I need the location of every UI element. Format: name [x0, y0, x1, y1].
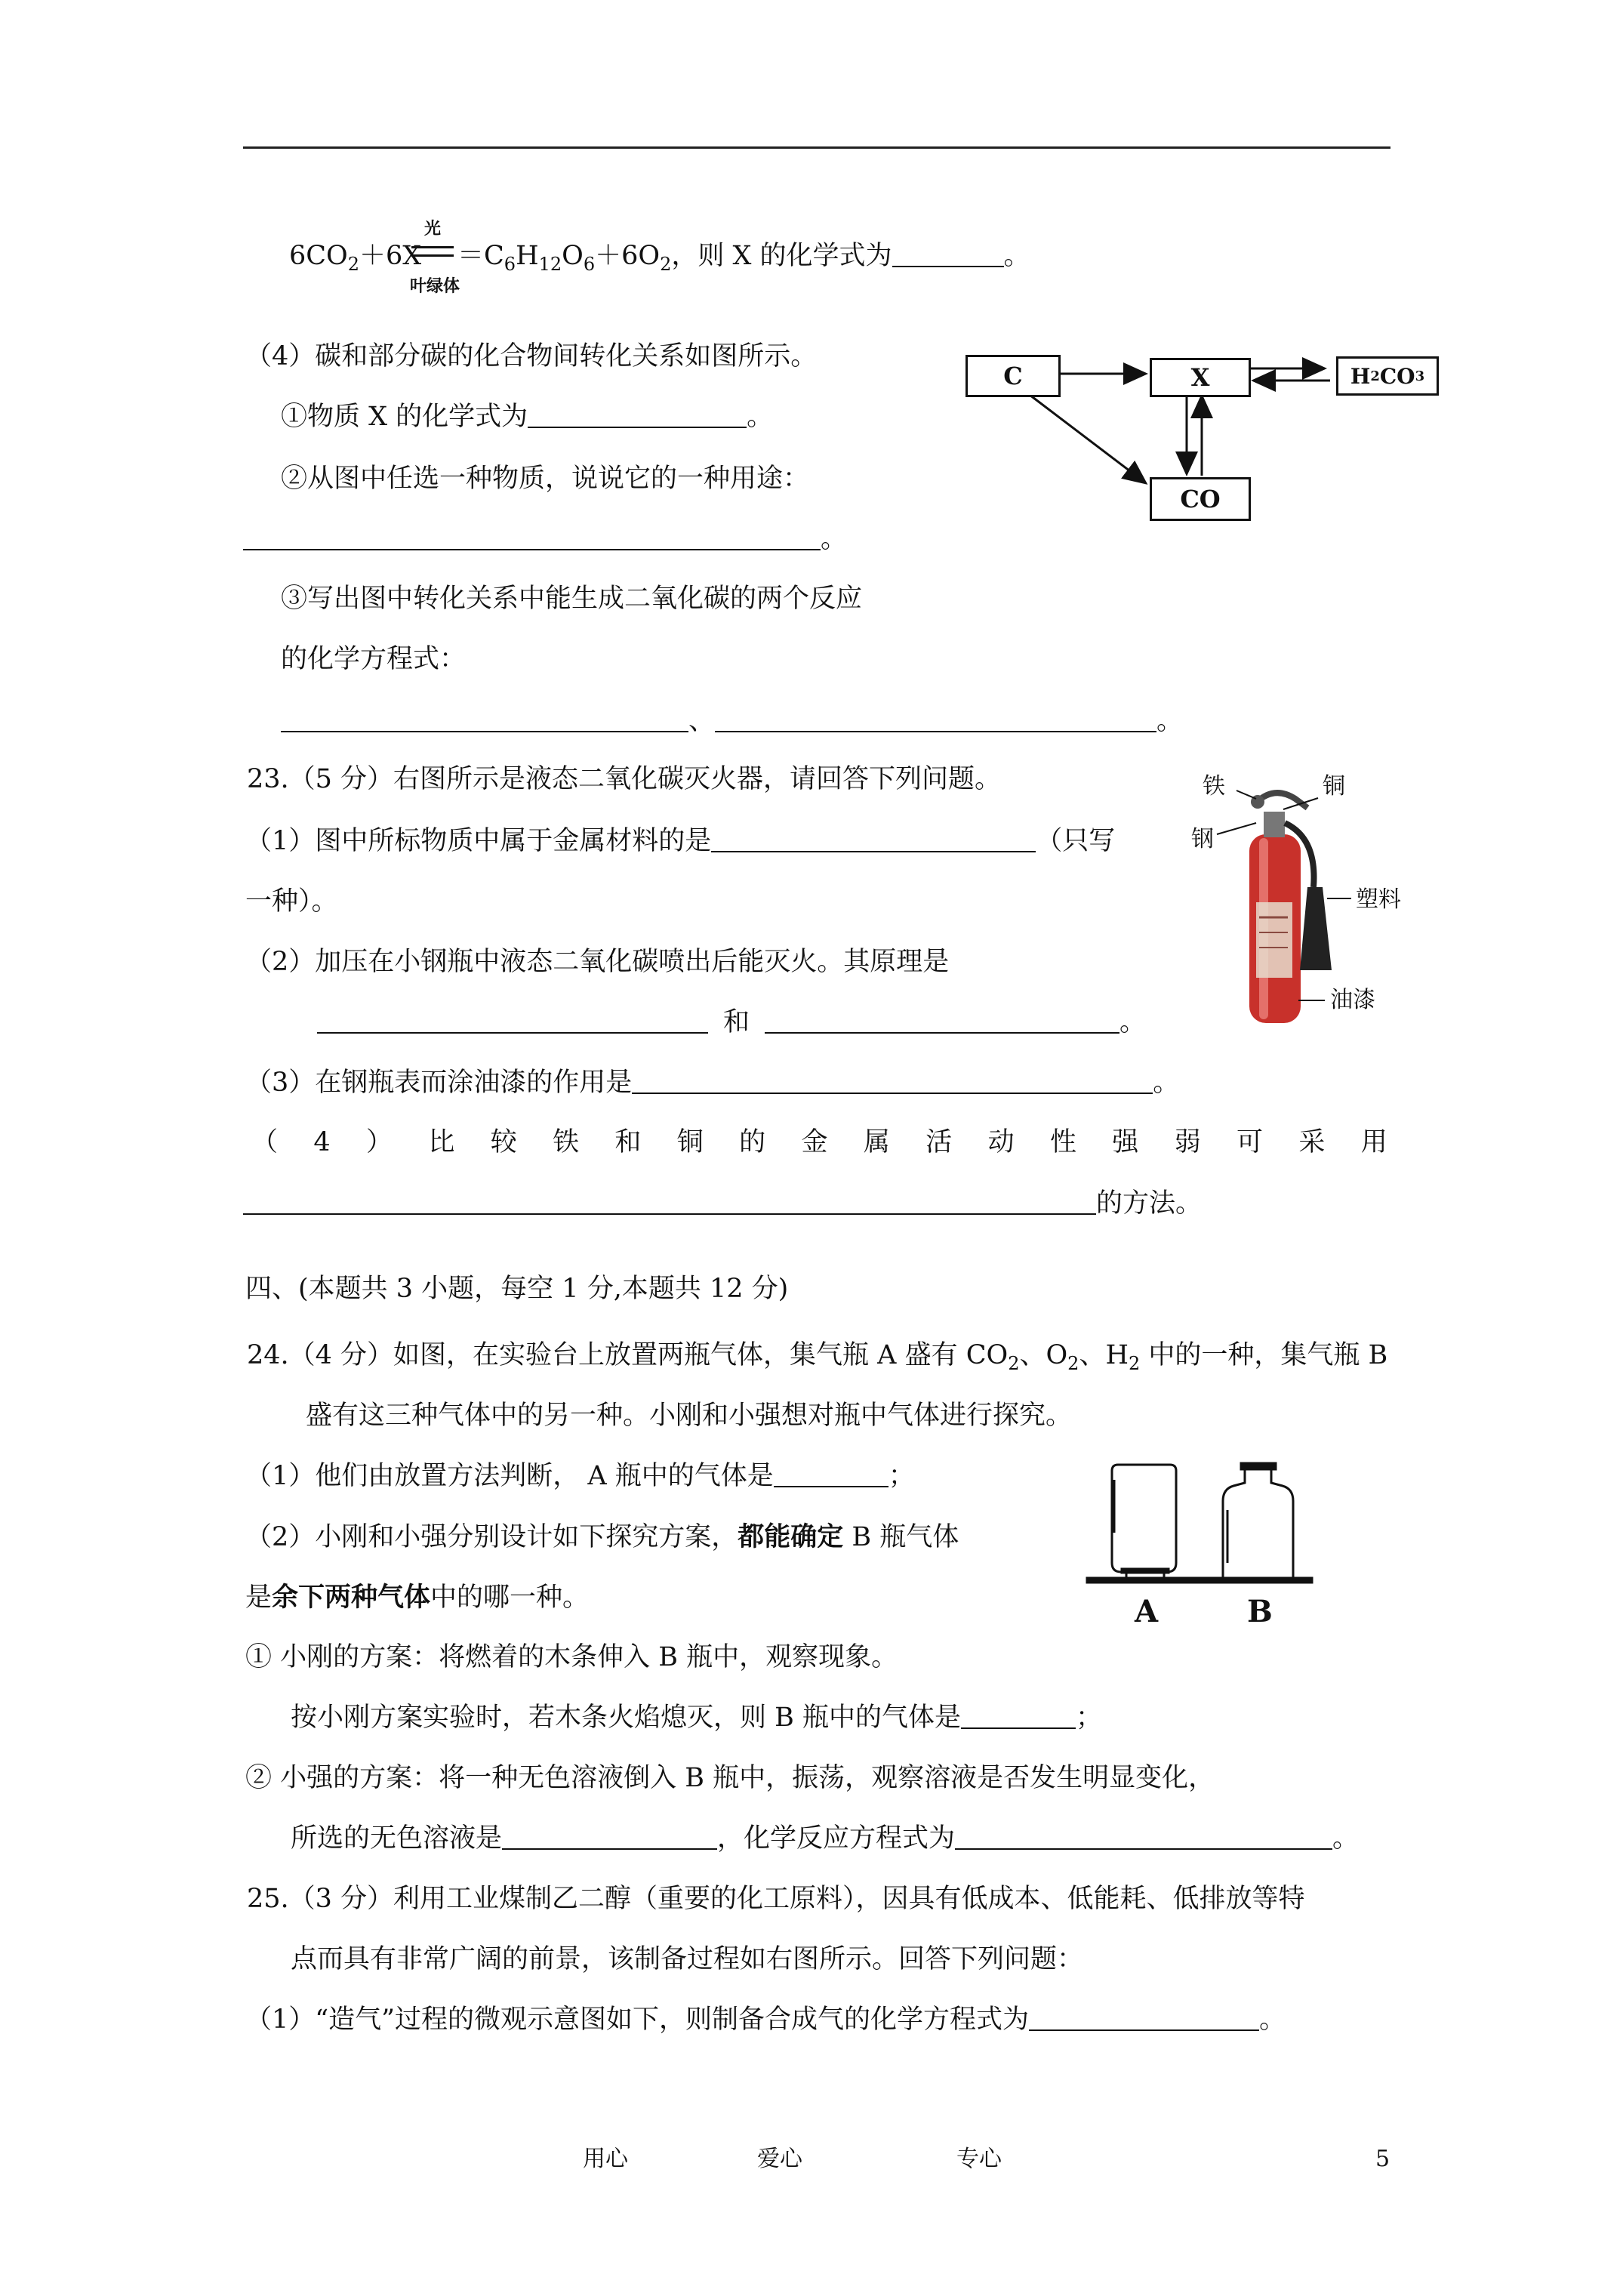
label-copper: 铜	[1323, 773, 1345, 800]
q24-line1: 24.（4 分）如图，在实验台上放置两瓶气体，集气瓶 A 盛有 $CO_2$、$O_2$、$H_2$ 中的一种，集气瓶 B	[247, 1340, 1388, 1374]
q22-4-line2: ②从图中任选一种物质，说说它的一种用途：	[281, 464, 810, 494]
q23-part3: （3）在钢瓶表而涂油漆的作用是 。	[245, 1068, 1180, 1098]
q24-plan2: ② 小强的方案：将一种无色溶液倒入 B 瓶中，振荡，观察溶液是否发生明显变化，	[245, 1763, 1215, 1793]
q23-heading: 23.（5 分）右图所示是液态二氧化碳灭火器，请回答下列问题。	[247, 764, 1002, 794]
q23-part4: （ 4 ） 比 较 铁 和 铜 的 金 属 活 动 性 强 弱 可 采 用	[251, 1127, 1387, 1157]
q23-part2-answers: 和 。	[317, 1009, 1146, 1036]
q24-plan1-result: 按小刚方案实验时，若木条火焰熄灭，则 B 瓶中的气体是 ；	[291, 1703, 1102, 1733]
q23-part1: （1）图中所标物质中属于金属材料的是 （只写	[245, 826, 1116, 856]
q25-line1: 25.（3 分）利用工业煤制乙二醇（重要的化工原料），因具有低成本、低能耗、低排放等特	[247, 1884, 1305, 1914]
q25-line2: 点而具有非常广阔的前景，该制备过程如右图所示。回答下列问题：	[291, 1944, 1084, 1974]
footer-text-3: 专心	[956, 2146, 1002, 2172]
answer-blank[interactable]	[765, 1009, 1119, 1034]
q22-4-intro: （4）碳和部分碳的化合物间转化关系如图所示。	[245, 341, 818, 371]
diagram-node-co: CO	[1150, 477, 1251, 521]
arrow-c-to-co	[1027, 393, 1146, 483]
answer-blank[interactable]	[243, 1191, 1096, 1215]
answer-blank[interactable]	[961, 1705, 1076, 1729]
q24-line2: 盛有这三种气体中的另一种。小刚和小强想对瓶中气体进行探究。	[306, 1401, 1073, 1431]
q24-part1: （1）他们由放置方法判断， A 瓶中的气体是 ；	[245, 1461, 915, 1491]
q22-4-line3a: ③写出图中转化关系中能生成二氧化碳的两个反应	[281, 584, 863, 614]
label-paint: 油漆	[1330, 987, 1375, 1013]
answer-blank[interactable]	[632, 1070, 1153, 1094]
answer-blank[interactable]	[955, 1826, 1332, 1850]
label-steel: 钢	[1191, 826, 1214, 852]
q24-part2-cont: 是余下两种气体中的哪一种。	[245, 1582, 590, 1613]
q22-4-line1: ①物质 X 的化学式为 。	[281, 402, 774, 432]
q24-plan2-answers: 所选的无色溶液是 ，化学反应方程式为 。	[291, 1823, 1360, 1854]
label-plastic: 塑料	[1356, 886, 1401, 913]
q23-part1-cont: 一种）。	[245, 886, 338, 917]
bottle-label-b: B	[1247, 1594, 1273, 1629]
q25-part1: （1）“造气”过程的微观示意图如下，则制备合成气的化学方程式为 。	[245, 2005, 1286, 2035]
photosynthesis-equation: $6CO_2+6X$	[289, 241, 422, 275]
q22-4-line3-answers: 、 。	[281, 708, 1183, 735]
reaction-condition-light: 光	[424, 219, 442, 239]
q24-part2: （2）小刚和小强分别设计如下探究方案，都能确定 B 瓶气体	[245, 1521, 959, 1552]
page-number: 5	[1375, 2146, 1390, 2172]
answer-blank[interactable]	[711, 828, 1036, 852]
answer-blank[interactable]	[502, 1826, 717, 1850]
bottle-label-a: A	[1135, 1594, 1159, 1629]
gas-bottles-illustration	[1087, 1463, 1312, 1583]
label-iron: 铁	[1203, 773, 1225, 800]
reaction-condition-chlorophyll: 叶绿体	[410, 276, 460, 296]
answer-blank[interactable]	[774, 1463, 888, 1487]
q23-part4-answer: 的方法。	[243, 1191, 1202, 1217]
answer-blank[interactable]	[317, 1009, 708, 1034]
answer-blank[interactable]	[1029, 2007, 1259, 2031]
footer-text-1: 用心	[583, 2146, 628, 2172]
photosynthesis-equation-rhs: $=C_6H_{12}O_6+6O_2$，则 X 的化学式为 。	[457, 241, 1030, 275]
q22-4-line2-answer: 。	[243, 526, 847, 553]
section-4-title: 四、(本题共 3 小题，每空 1 分,本题共 12 分)	[245, 1274, 789, 1304]
q23-part2: （2）加压在小钢瓶中液态二氧化碳喷出后能灭火。其原理是	[245, 947, 950, 977]
q22-4-line3b: 的化学方程式：	[281, 644, 467, 674]
q24-plan1: ① 小刚的方案：将燃着的木条伸入 B 瓶中，观察现象。	[245, 1642, 898, 1672]
footer-text-2: 爱心	[757, 2146, 802, 2172]
diagram-node-x: X	[1150, 358, 1251, 397]
diagram-node-c: C	[965, 355, 1061, 397]
diagram-node-h2co3: H 2 CO 3	[1336, 356, 1439, 396]
